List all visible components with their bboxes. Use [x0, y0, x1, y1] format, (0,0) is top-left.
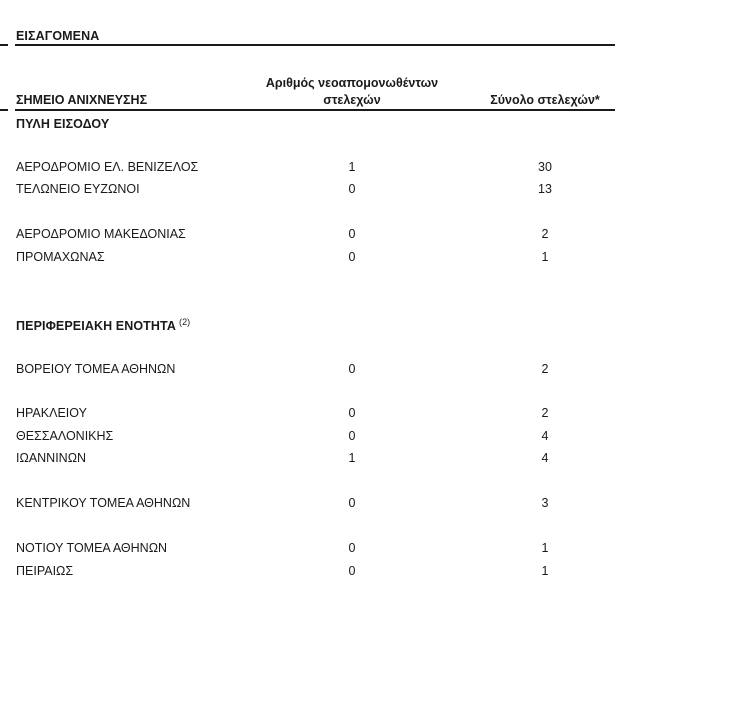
header-isolated-line1: Αριθμός νεοαπομονωθέντων — [265, 76, 439, 90]
row-total: 30 — [538, 160, 552, 174]
rule-stub-header — [0, 109, 8, 111]
row-isolated: 0 — [348, 182, 356, 196]
row-total: 1 — [541, 541, 549, 555]
header-total-strains: Σύνολο στελεχών* — [490, 93, 600, 107]
row-isolated: 0 — [348, 406, 356, 420]
row-name: ΘΕΣΣΑΛΟΝΙΚΗΣ — [16, 429, 114, 443]
group-title-text: ΠΕΡΙΦΕΡΕΙΑΚΗ ΕΝΟΤΗΤΑ — [16, 319, 176, 333]
table-row — [0, 406, 734, 424]
row-isolated: 1 — [348, 160, 356, 174]
row-total: 2 — [541, 227, 549, 241]
row-total: 1 — [541, 564, 549, 578]
row-name: ΒΟΡΕΙΟΥ ΤΟΜΕΑ ΑΘΗΝΩΝ — [16, 362, 176, 376]
row-total: 4 — [541, 451, 549, 465]
row-isolated: 0 — [348, 541, 356, 555]
header-isolated-strains — [252, 75, 452, 109]
section-title: ΕΙΣΑΓΟΜΕΝΑ — [16, 29, 100, 43]
rule-top — [15, 44, 615, 46]
row-name: ΗΡΑΚΛΕΙΟΥ — [16, 406, 87, 420]
row-total: 1 — [541, 250, 549, 264]
row-name: ΠΕΙΡΑΙΩΣ — [16, 564, 74, 578]
table-row — [0, 227, 734, 245]
row-total: 2 — [541, 406, 549, 420]
table-row — [0, 496, 734, 514]
row-isolated: 1 — [348, 451, 356, 465]
row-name: ΠΡΟΜΑΧΩΝΑΣ — [16, 250, 105, 264]
row-isolated: 0 — [348, 250, 356, 264]
row-isolated: 0 — [348, 227, 356, 241]
row-isolated: 0 — [348, 429, 356, 443]
table-row — [0, 362, 734, 380]
rule-stub-top — [0, 44, 8, 46]
table-row — [0, 429, 734, 447]
row-name: ΙΩΑΝΝΙΝΩΝ — [16, 451, 87, 465]
table-row — [0, 250, 734, 268]
group-title-entry-point: ΠΥΛΗ ΕΙΣΟΔΟΥ — [16, 117, 110, 131]
table-row — [0, 451, 734, 469]
table-row — [0, 160, 734, 178]
group-title-regional-unit — [16, 317, 190, 333]
table-row — [0, 541, 734, 559]
row-name: ΑΕΡΟΔΡΟΜΙΟ ΜΑΚΕΔΟΝΙΑΣ — [16, 227, 186, 241]
header-detection-point: ΣΗΜΕΙΟ ΑΝΙΧΝΕΥΣΗΣ — [16, 93, 148, 107]
row-total: 3 — [541, 496, 549, 510]
header-isolated-line2: στελεχών — [323, 93, 381, 107]
footnote-ref: (2) — [178, 317, 191, 327]
table-row — [0, 564, 734, 582]
row-name: ΚΕΝΤΡΙΚΟΥ ΤΟΜΕΑ ΑΘΗΝΩΝ — [16, 496, 191, 510]
row-isolated: 0 — [348, 362, 356, 376]
rule-header — [15, 109, 615, 111]
row-total: 4 — [541, 429, 549, 443]
row-total: 2 — [541, 362, 549, 376]
row-name: ΤΕΛΩΝΕΙΟ ΕΥΖΩΝΟΙ — [16, 182, 140, 196]
table-row — [0, 182, 734, 200]
row-isolated: 0 — [348, 496, 356, 510]
row-name: ΑΕΡΟΔΡΟΜΙΟ ΕΛ. ΒΕΝΙΖΕΛΟΣ — [16, 160, 199, 174]
row-name: ΝΟΤΙΟΥ ΤΟΜΕΑ ΑΘΗΝΩΝ — [16, 541, 168, 555]
row-total: 13 — [538, 182, 552, 196]
row-isolated: 0 — [348, 564, 356, 578]
